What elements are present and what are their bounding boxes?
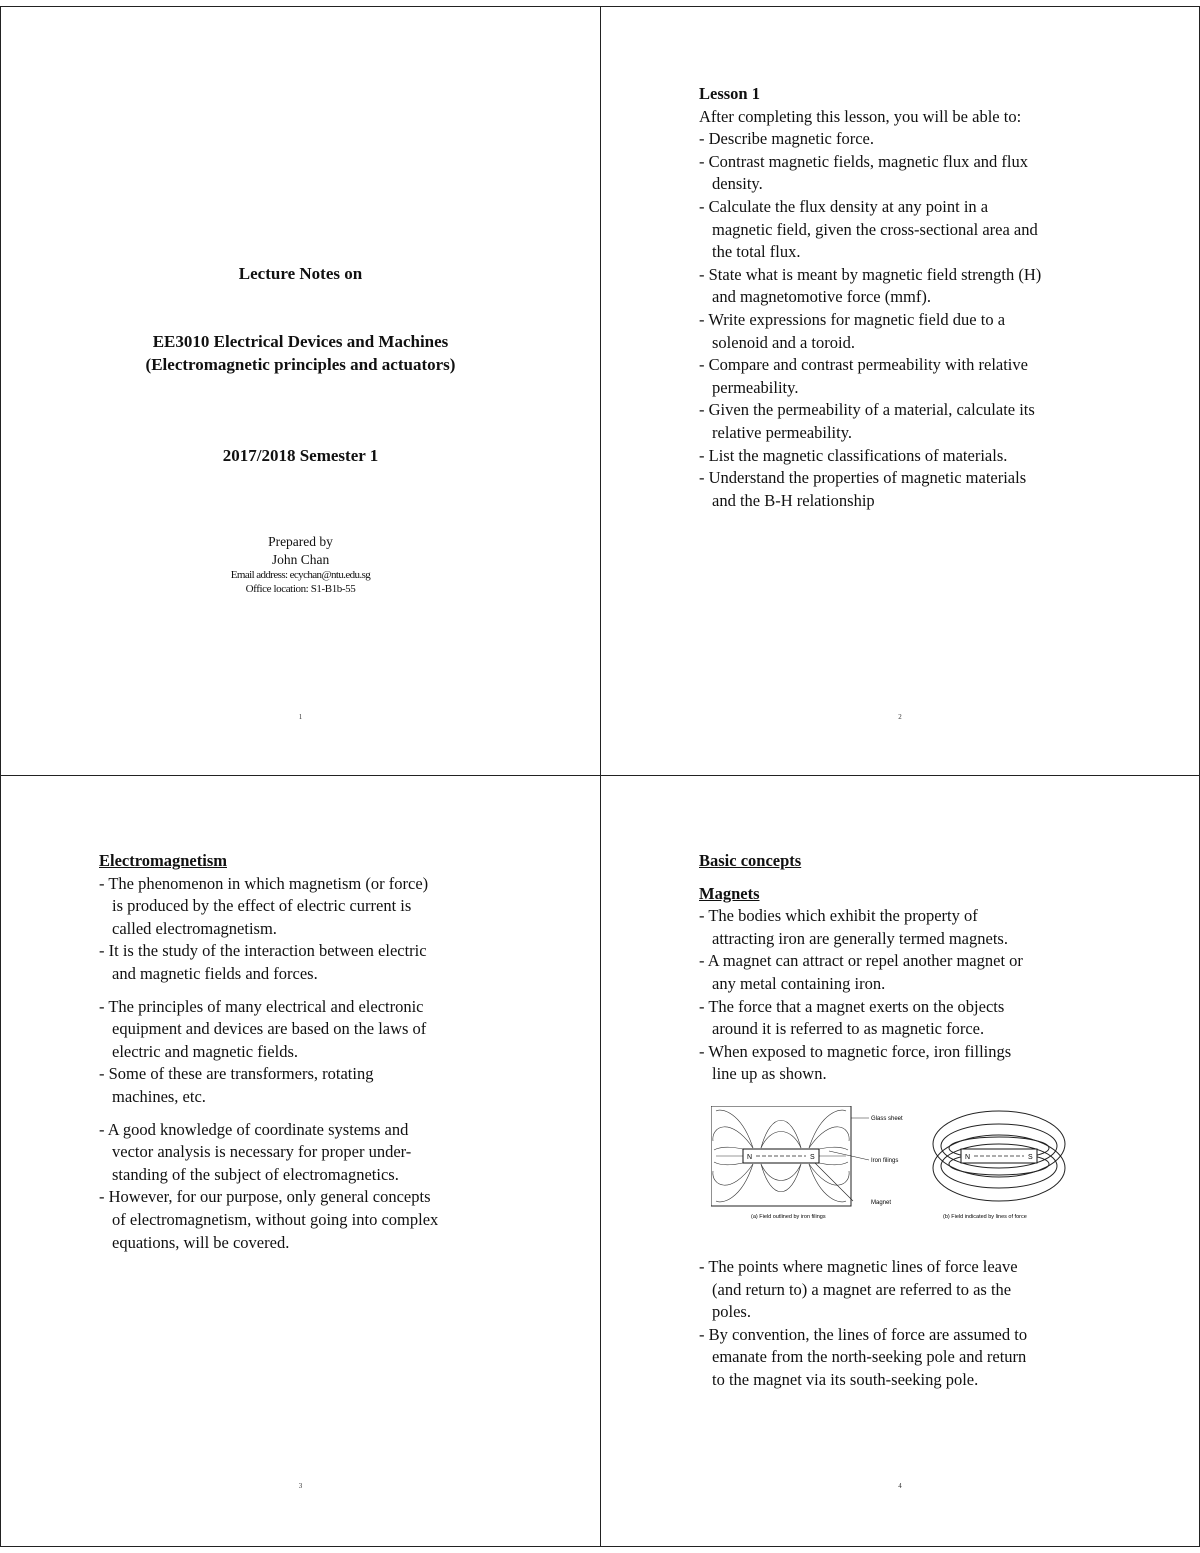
list-item-line: - However, for our purpose, only general concepts xyxy=(99,1187,431,1207)
list-item-line: - A good knowledge of coordinate systems and xyxy=(99,1119,409,1139)
list-item xyxy=(99,1186,438,1254)
list-item-line: poles. xyxy=(712,1302,751,1322)
magnets-list xyxy=(699,905,1023,1086)
list-item-line: - The bodies which exhibit the property of xyxy=(699,906,978,926)
list-item-line: standing of the subject of electromagnetics. xyxy=(112,1164,399,1184)
iron-filings-diagram xyxy=(711,1106,851,1206)
electromagnetism-content xyxy=(99,850,438,1254)
basic-concepts-content xyxy=(699,850,1023,1086)
list-item-line: equations, will be covered. xyxy=(112,1232,290,1252)
course-subtitle: (Electromagnetic principles and actuators) xyxy=(145,355,456,374)
list-item xyxy=(99,1063,438,1108)
north-label: N xyxy=(747,1154,753,1161)
list-item xyxy=(99,996,438,1064)
list-item xyxy=(699,128,1041,151)
south-label-b: S xyxy=(1028,1154,1033,1161)
south-label: S xyxy=(810,1154,815,1161)
list-item xyxy=(699,354,1041,399)
list-item-line: (and return to) a magnet are referred to as the xyxy=(712,1279,1012,1299)
list-item-line: - Describe magnetic force. xyxy=(699,129,874,149)
prepared-by: Prepared by xyxy=(268,534,333,549)
list-item-line: called electromagnetism. xyxy=(112,918,277,938)
list-item xyxy=(699,445,1041,468)
list-item xyxy=(699,1041,1023,1086)
list-item-line: is produced by the effect of electric current is xyxy=(112,896,412,916)
list-item-line: - The points where magnetic lines of force leave xyxy=(699,1257,1018,1276)
slide-3 xyxy=(0,775,601,1547)
list-item xyxy=(699,996,1023,1041)
figure-caption-b: (b) Field indicated by lines of force xyxy=(943,1214,1027,1220)
lesson-heading: Lesson 1 xyxy=(699,84,760,103)
poles-list xyxy=(699,1256,1027,1392)
list-item-line: any metal containing iron. xyxy=(712,973,886,993)
list-item-line: - State what is meant by magnetic field strength (H) xyxy=(699,264,1042,284)
bullet-group xyxy=(99,1119,438,1255)
slide-2 xyxy=(600,6,1200,776)
list-item-line: density. xyxy=(712,174,763,194)
list-item xyxy=(699,950,1023,995)
list-item-line: - Contrast magnetic fields, magnetic flux and flux xyxy=(699,151,1028,171)
north-label-b: N xyxy=(965,1154,971,1161)
list-item xyxy=(699,264,1041,309)
list-item-line: machines, etc. xyxy=(112,1086,206,1106)
list-item-line: around it is referred to as magnetic force. xyxy=(712,1019,985,1039)
slide-1 xyxy=(0,6,601,776)
semester: 2017/2018 Semester 1 xyxy=(222,446,379,465)
list-item xyxy=(699,467,1041,512)
section-heading: Basic concepts xyxy=(699,851,802,870)
page-number: 1 xyxy=(298,713,303,721)
lecture-notes-title: Lecture Notes on xyxy=(238,264,363,283)
list-item-line: solenoid and a toroid. xyxy=(712,332,855,352)
iron-filings-label: Iron filings xyxy=(871,1158,899,1164)
section-heading: Electromagnetism xyxy=(99,851,227,870)
list-item xyxy=(699,309,1041,354)
list-item xyxy=(699,151,1041,196)
list-item-line: to the magnet via its south-seeking pole. xyxy=(712,1369,979,1389)
list-item-line: and magnetomotive force (mmf). xyxy=(712,287,932,307)
magnet-field-figure xyxy=(711,1106,1076,1231)
list-item xyxy=(99,940,438,985)
list-item xyxy=(99,1119,438,1187)
list-item-line: permeability. xyxy=(712,377,799,397)
list-item-line: - Write expressions for magnetic field due to a xyxy=(699,309,1006,329)
list-item-line: - By convention, the lines of force are assumed to xyxy=(699,1324,1028,1344)
list-item-line: - Understand the properties of magnetic materials xyxy=(699,468,1027,488)
list-item-line: - Compare and contrast permeability with relative xyxy=(699,355,1028,375)
poles-content xyxy=(699,1256,1027,1392)
list-item-line: relative permeability. xyxy=(712,422,853,442)
page-number: 3 xyxy=(298,1482,303,1490)
list-item-line: - Some of these are transformers, rotating xyxy=(99,1064,374,1084)
list-item xyxy=(699,196,1041,264)
list-item-line: and magnetic fields and forces. xyxy=(112,963,318,983)
lesson-content xyxy=(699,83,1041,512)
list-item-line: line up as shown. xyxy=(712,1064,827,1084)
subsection-heading: Magnets xyxy=(699,883,760,903)
list-item-line: electric and magnetic fields. xyxy=(112,1041,298,1061)
list-item-line: - It is the study of the interaction between electric xyxy=(99,941,427,961)
page-number: 4 xyxy=(898,1482,902,1490)
list-item-line: vector analysis is necessary for proper under- xyxy=(112,1142,412,1162)
author-email: Email address: ecychan@ntu.edu.sg xyxy=(230,569,371,581)
list-item xyxy=(699,1324,1027,1392)
list-item xyxy=(699,905,1023,950)
lesson-intro: After completing this lesson, you will be able to: xyxy=(699,106,1022,126)
list-item-line: attracting iron are generally termed magnets. xyxy=(712,928,1008,948)
list-item-line: - When exposed to magnetic force, iron fillings xyxy=(699,1041,1012,1061)
list-item-line: magnetic field, given the cross-sectional area and xyxy=(712,219,1038,239)
bullet-group xyxy=(99,996,438,1109)
list-item-line: - Calculate the flux density at any point in a xyxy=(699,196,989,216)
list-item-line: - List the magnetic classifications of materials. xyxy=(699,445,1008,465)
figure-caption-a: (a) Field outlined by iron filings xyxy=(751,1214,826,1220)
list-item xyxy=(699,399,1041,444)
list-item xyxy=(99,873,438,941)
list-item-line: - A magnet can attract or repel another magnet or xyxy=(699,951,1023,971)
list-item-line: the total flux. xyxy=(712,242,801,262)
list-item-line: emanate from the north-seeking pole and return xyxy=(712,1347,1027,1367)
page-number: 2 xyxy=(898,713,902,721)
magnet-label: Magnet xyxy=(871,1200,892,1206)
bullet-groups xyxy=(99,873,438,1255)
list-item-line: - The force that a magnet exerts on the objects xyxy=(699,996,1005,1016)
course-title: EE3010 Electrical Devices and Machines xyxy=(152,332,449,351)
list-item-line: - The principles of many electrical and electronic xyxy=(99,996,424,1016)
list-item xyxy=(699,1256,1027,1324)
bullet-group xyxy=(99,873,438,986)
glass-sheet-label: Glass sheet xyxy=(871,1116,903,1122)
list-item-line: - The phenomenon in which magnetism (or force) xyxy=(99,873,429,893)
office-location: Office location: S1-B1b-55 xyxy=(245,583,356,595)
list-item-line: of electromagnetism, without going into complex xyxy=(112,1209,439,1229)
objectives-list xyxy=(699,128,1041,512)
list-item-line: equipment and devices are based on the laws of xyxy=(112,1019,427,1039)
list-item-line: - Given the permeability of a material, calculate its xyxy=(699,400,1035,420)
author-name: John Chan xyxy=(271,552,330,567)
list-item-line: and the B-H relationship xyxy=(712,490,875,510)
slide-4 xyxy=(600,775,1200,1547)
